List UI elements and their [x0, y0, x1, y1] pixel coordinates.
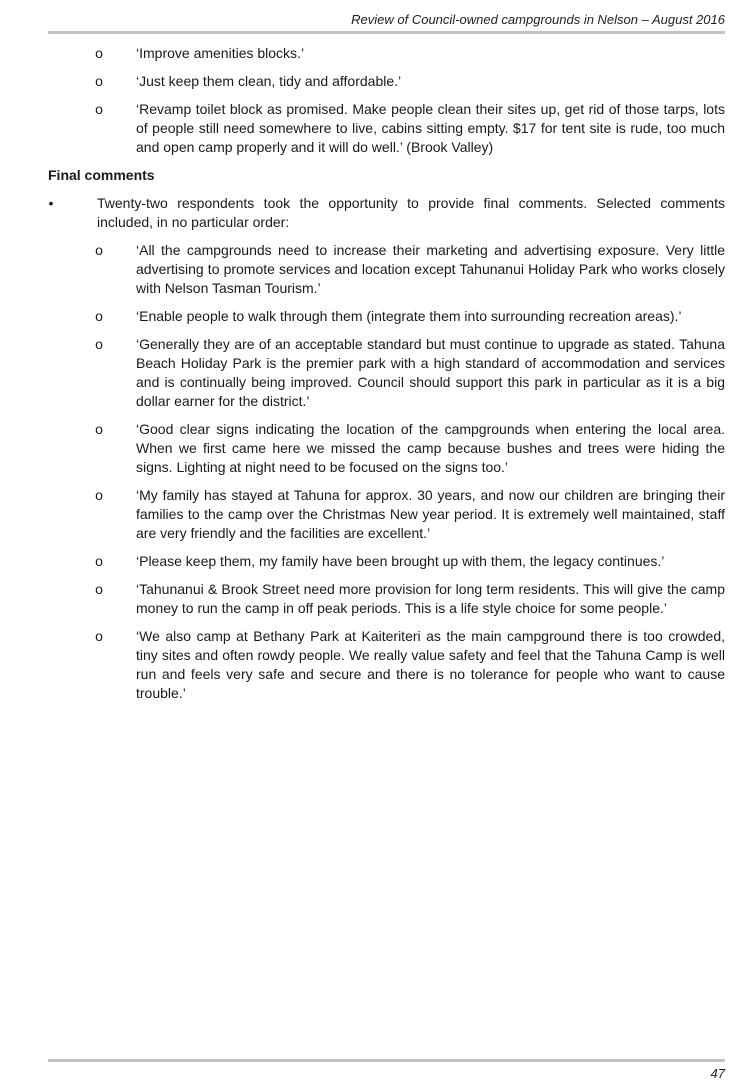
document-header-title: Review of Council-owned campgrounds in Nelson – August 2016: [351, 12, 725, 27]
filled-bullet-icon: •: [48, 195, 54, 211]
comment-item: [95, 335, 725, 411]
comment-item: [95, 72, 725, 91]
footer-rule: [48, 1059, 725, 1062]
comment-text: ‘My family has stayed at Tahuna for approx. 30 years, and now our children are bringing their families to the camp over the Christmas New year period. It is extremely well maintained, staff are very friendly and the facilities are excellent.’: [136, 487, 725, 541]
comment-item: [95, 420, 725, 477]
page-number: 47: [710, 1066, 725, 1081]
comment-item: [95, 307, 725, 326]
section-heading-final-comments: Final comments: [48, 167, 155, 183]
hollow-bullet-icon: o: [95, 487, 103, 503]
comment-text: ‘Good clear signs indicating the location of the campgrounds when entering the local area. When we first came here we missed the camp because bushes and trees were hiding the signs. Lighting at night need to be focused on the signs too.’: [136, 421, 725, 475]
comment-item: [95, 100, 725, 157]
comment-item: [95, 486, 725, 543]
comment-text: ‘Enable people to walk through them (integrate them into surrounding recreation areas).’: [136, 308, 682, 324]
comment-text: ‘All the campgrounds need to increase their marketing and advertising exposure. Very little advertising to promote services and location except Tahunanui Holiday Park who works closely with Nelson Tasman Tourism.’: [136, 242, 725, 296]
hollow-bullet-icon: o: [95, 101, 103, 117]
comment-text: ‘Tahunanui & Brook Street need more provision for long term residents. This will give the camp money to run the camp in off peak periods. This is a life style choice for some people.’: [136, 581, 725, 616]
comment-item: [95, 44, 725, 63]
hollow-bullet-icon: o: [95, 308, 103, 324]
hollow-bullet-icon: o: [95, 581, 103, 597]
hollow-bullet-icon: o: [95, 336, 103, 352]
hollow-bullet-icon: o: [95, 242, 103, 258]
comment-item: [95, 552, 725, 571]
hollow-bullet-icon: o: [95, 421, 103, 437]
comment-item: [95, 241, 725, 298]
comment-text: ‘We also camp at Bethany Park at Kaiteriteri as the main campground there is too crowded, tiny sites and often rowdy people. We really value safety and feel that the Tahuna Camp is well run and feels very safe and secure and there is no tolerance for people who want to cause trouble.’: [136, 628, 725, 701]
comment-item: [95, 580, 725, 618]
hollow-bullet-icon: o: [95, 45, 103, 61]
comment-text: ‘Improve amenities blocks.’: [136, 45, 305, 61]
page-body: [0, 44, 749, 712]
comment-text: ‘Please keep them, my family have been brought up with them, the legacy continues.’: [136, 553, 665, 569]
comment-item: [95, 627, 725, 703]
hollow-bullet-icon: o: [95, 73, 103, 89]
comment-text: ‘Generally they are of an acceptable standard but must continue to upgrade as stated. Tahuna Beach Holiday Park is the premier park with a high standard of accommodation and services and is continually being improved. Council should support this park in particular as it is a big dollar earner for the district.’: [136, 336, 725, 409]
summary-bullet: [48, 194, 725, 232]
hollow-bullet-icon: o: [95, 553, 103, 569]
comment-text: ‘Just keep them clean, tidy and affordable.’: [136, 73, 402, 89]
header-rule: [48, 31, 725, 34]
hollow-bullet-icon: o: [95, 628, 103, 644]
summary-text: Twenty-two respondents took the opportunity to provide final comments. Selected comments included, in no particular order:: [97, 195, 725, 230]
comment-text: ‘Revamp toilet block as promised. Make people clean their sites up, get rid of those tarps, lots of people still need somewhere to live, cabins sitting empty. $17 for tent site is rude, too much and open camp properly and it will do well.’ (Brook Valley): [136, 101, 725, 155]
